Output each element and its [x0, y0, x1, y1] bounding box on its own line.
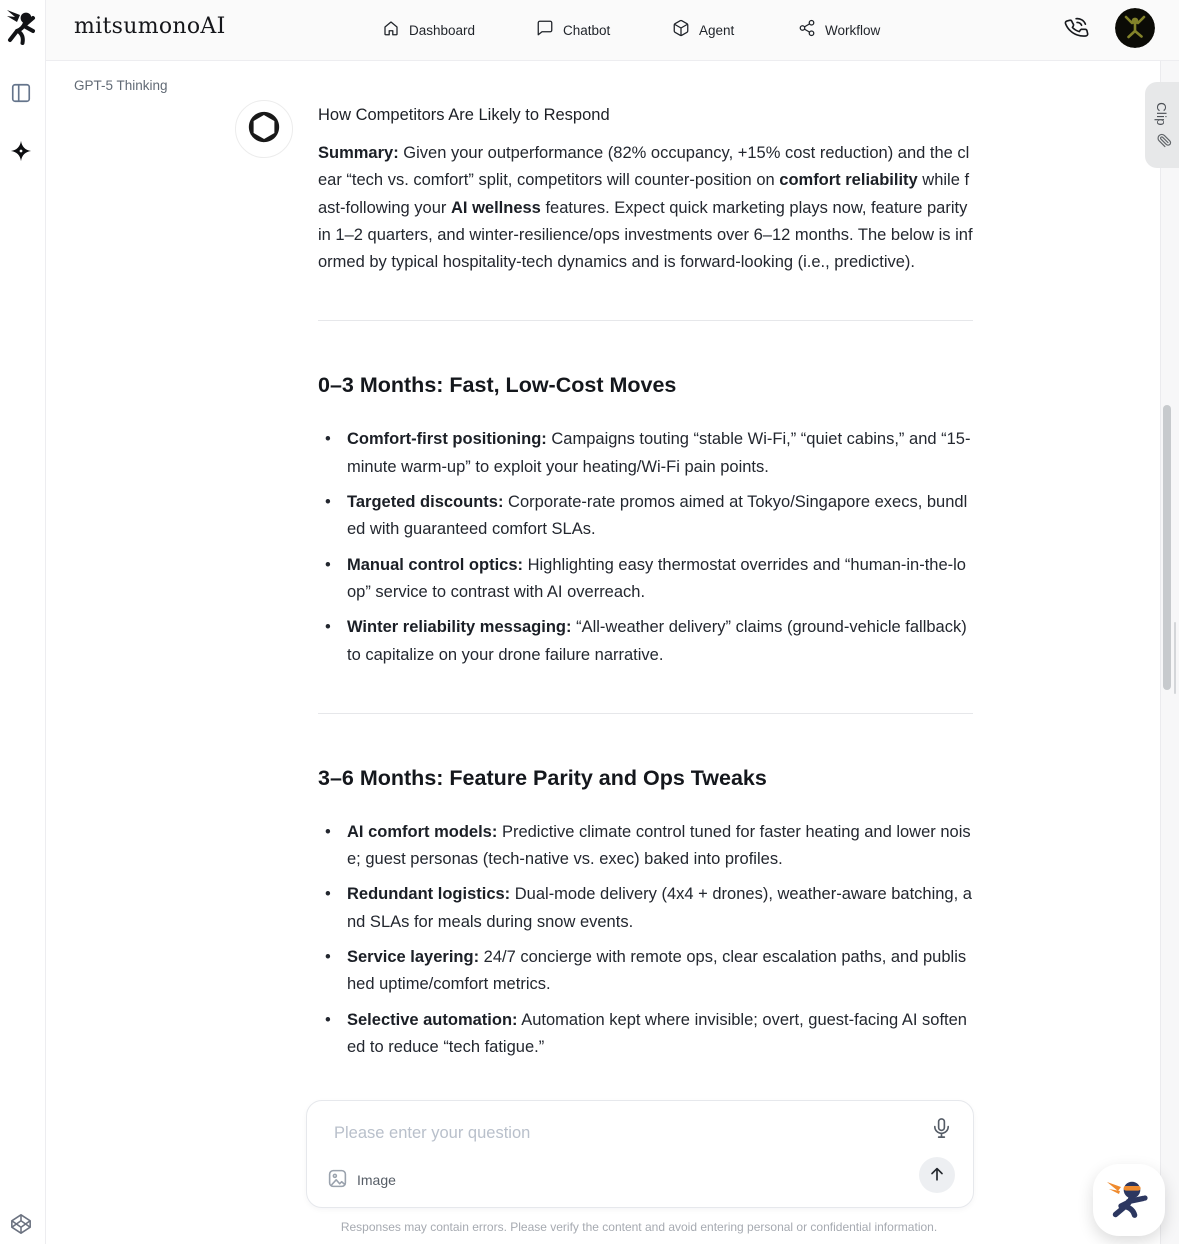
- panel-left-icon: [10, 82, 34, 104]
- openai-logo-icon: [247, 110, 281, 149]
- nav-item-agent[interactable]: [672, 0, 734, 60]
- section-divider: [318, 713, 973, 714]
- clip-tab-content: [1152, 102, 1172, 148]
- bullet-text: Highlighting easy thermostat overrides and “human-in-the-loop” service to contrast with AI overreach.: [347, 555, 966, 601]
- section-heading: 0–3 Months: Fast, Low-Cost Moves: [318, 373, 677, 398]
- list-item: [318, 1007, 973, 1062]
- bullet-label: Manual control optics:: [347, 555, 524, 574]
- disclaimer-text: Responses may contain errors. Please verify the content and avoid entering personal or confidential information.: [340, 1220, 938, 1234]
- send-button[interactable]: [919, 1157, 955, 1193]
- integrations-button[interactable]: [10, 1212, 34, 1236]
- attach-image-button[interactable]: [327, 1168, 396, 1192]
- bullet-text: 24/7 concierge with remote ops, clear escalation paths, and published uptime/comfort metrics.: [347, 948, 967, 994]
- bullet-text: Campaigns touting “stable Wi-Fi,” “quiet cabins,” and “15-minute warm-up” to exploit your heating/Wi-Fi pain points.: [347, 430, 971, 476]
- bullet-label: Winter reliability messaging:: [347, 618, 572, 637]
- clip-tab-label: Clip: [1154, 102, 1170, 126]
- image-button-label: Image: [357, 1172, 396, 1188]
- image-icon: [327, 1168, 348, 1192]
- arrow-up-icon: [927, 1164, 947, 1187]
- paperclip-icon: [1152, 133, 1172, 148]
- section-divider: [318, 320, 973, 321]
- microphone-icon: [930, 1128, 953, 1143]
- mic-button[interactable]: [930, 1117, 953, 1143]
- cube-icon: [10, 1213, 34, 1235]
- assistant-mascot-button[interactable]: [1093, 1164, 1165, 1236]
- nav-label: Dashboard: [409, 22, 476, 38]
- phone-call-button[interactable]: [1065, 17, 1088, 43]
- nav-label: Chatbot: [563, 22, 611, 38]
- summary-text: Given your outperformance (82% occupancy, +15% cost reduction) and the clear “tech vs. comfort” split, competitors will counter-position on comfort reliability while fast-following your AI wellness features. Expect quick marketing plays now, feature parity in 1–2 quarters, and winter-resilience/ops investments over 6–12 months. The below is informed by typical hospitality-tech dynamics and is forward-looking (i.e., predictive).: [318, 144, 973, 272]
- bullet-list: [318, 426, 973, 668]
- sidebar-toggle-button[interactable]: [10, 81, 34, 105]
- bullet-label: Targeted discounts:: [347, 493, 504, 512]
- message-title: How Competitors Are Likely to Respond: [318, 106, 610, 124]
- bullet-label: Service layering:: [347, 948, 480, 967]
- brand-title[interactable]: mitsumonoAI: [74, 14, 226, 39]
- list-item: [318, 552, 973, 607]
- list-item: [318, 426, 973, 481]
- clip-side-tab[interactable]: [1145, 82, 1179, 168]
- inner-scrollbar-thumb: [1174, 622, 1176, 694]
- bullet-label: AI comfort models:: [347, 822, 498, 841]
- share-nodes-icon: [798, 19, 816, 42]
- user-avatar[interactable]: [1115, 8, 1155, 48]
- scrollbar-thumb[interactable]: [1163, 405, 1171, 690]
- list-item: [318, 489, 973, 544]
- new-chat-button[interactable]: [10, 139, 34, 163]
- nav-item-workflow[interactable]: [798, 0, 880, 60]
- nav-label: Workflow: [825, 22, 881, 38]
- summary-label: Summary:: [318, 144, 399, 162]
- bullet-text: “All-weather delivery” claims (ground-vehicle fallback) to capitalize on your drone failure narrative.: [347, 618, 967, 664]
- assistant-avatar: [235, 100, 293, 158]
- chat-bubble-icon: [536, 19, 554, 42]
- list-item: [318, 881, 973, 936]
- chat-message: [235, 100, 973, 1069]
- bullet-label: Selective automation:: [347, 1010, 518, 1029]
- list-item: [318, 614, 973, 669]
- nav-item-chatbot[interactable]: [536, 0, 610, 60]
- bullet-text: Corporate-rate promos aimed at Tokyo/Singapore execs, bundled with guaranteed comfort SLAs.: [347, 493, 968, 539]
- model-label: GPT-5 Thinking: [74, 78, 168, 93]
- top-navbar: [45, 0, 1179, 61]
- package-icon: [672, 19, 690, 42]
- bullet-text: Dual-mode delivery (4x4 + drones), weather-aware batching, and SLAs for meals during snow events.: [347, 885, 972, 931]
- bullet-text: Automation kept where invisible; overt, guest-facing AI softened to reduce “tech fatigue.”: [347, 1010, 967, 1056]
- list-item: [318, 944, 973, 999]
- nav-item-dashboard[interactable]: [382, 0, 475, 60]
- question-input[interactable]: [332, 1118, 896, 1148]
- left-rail: [0, 0, 46, 1244]
- bullet-label: Comfort-first positioning:: [347, 430, 547, 449]
- ninja-mascot-icon: [1105, 1175, 1153, 1226]
- bullet-text: Predictive climate control tuned for faster heating and lower noise; guest personas (tech-native vs. exec) baked into profiles.: [347, 822, 971, 869]
- phone-call-icon: [1065, 28, 1088, 43]
- nav-label: Agent: [699, 22, 735, 38]
- sparkle-icon: [10, 140, 34, 162]
- home-icon: [382, 19, 400, 42]
- list-item: [318, 819, 973, 874]
- summary-paragraph: [318, 140, 973, 276]
- section-heading: 3–6 Months: Feature Parity and Ops Tweaks: [318, 765, 767, 790]
- bullet-label: Redundant logistics:: [347, 885, 511, 904]
- bullet-list: [318, 819, 973, 1061]
- brand-ninja-logo-icon[interactable]: [5, 8, 41, 52]
- message-body: [318, 100, 973, 1061]
- composer: [306, 1100, 974, 1208]
